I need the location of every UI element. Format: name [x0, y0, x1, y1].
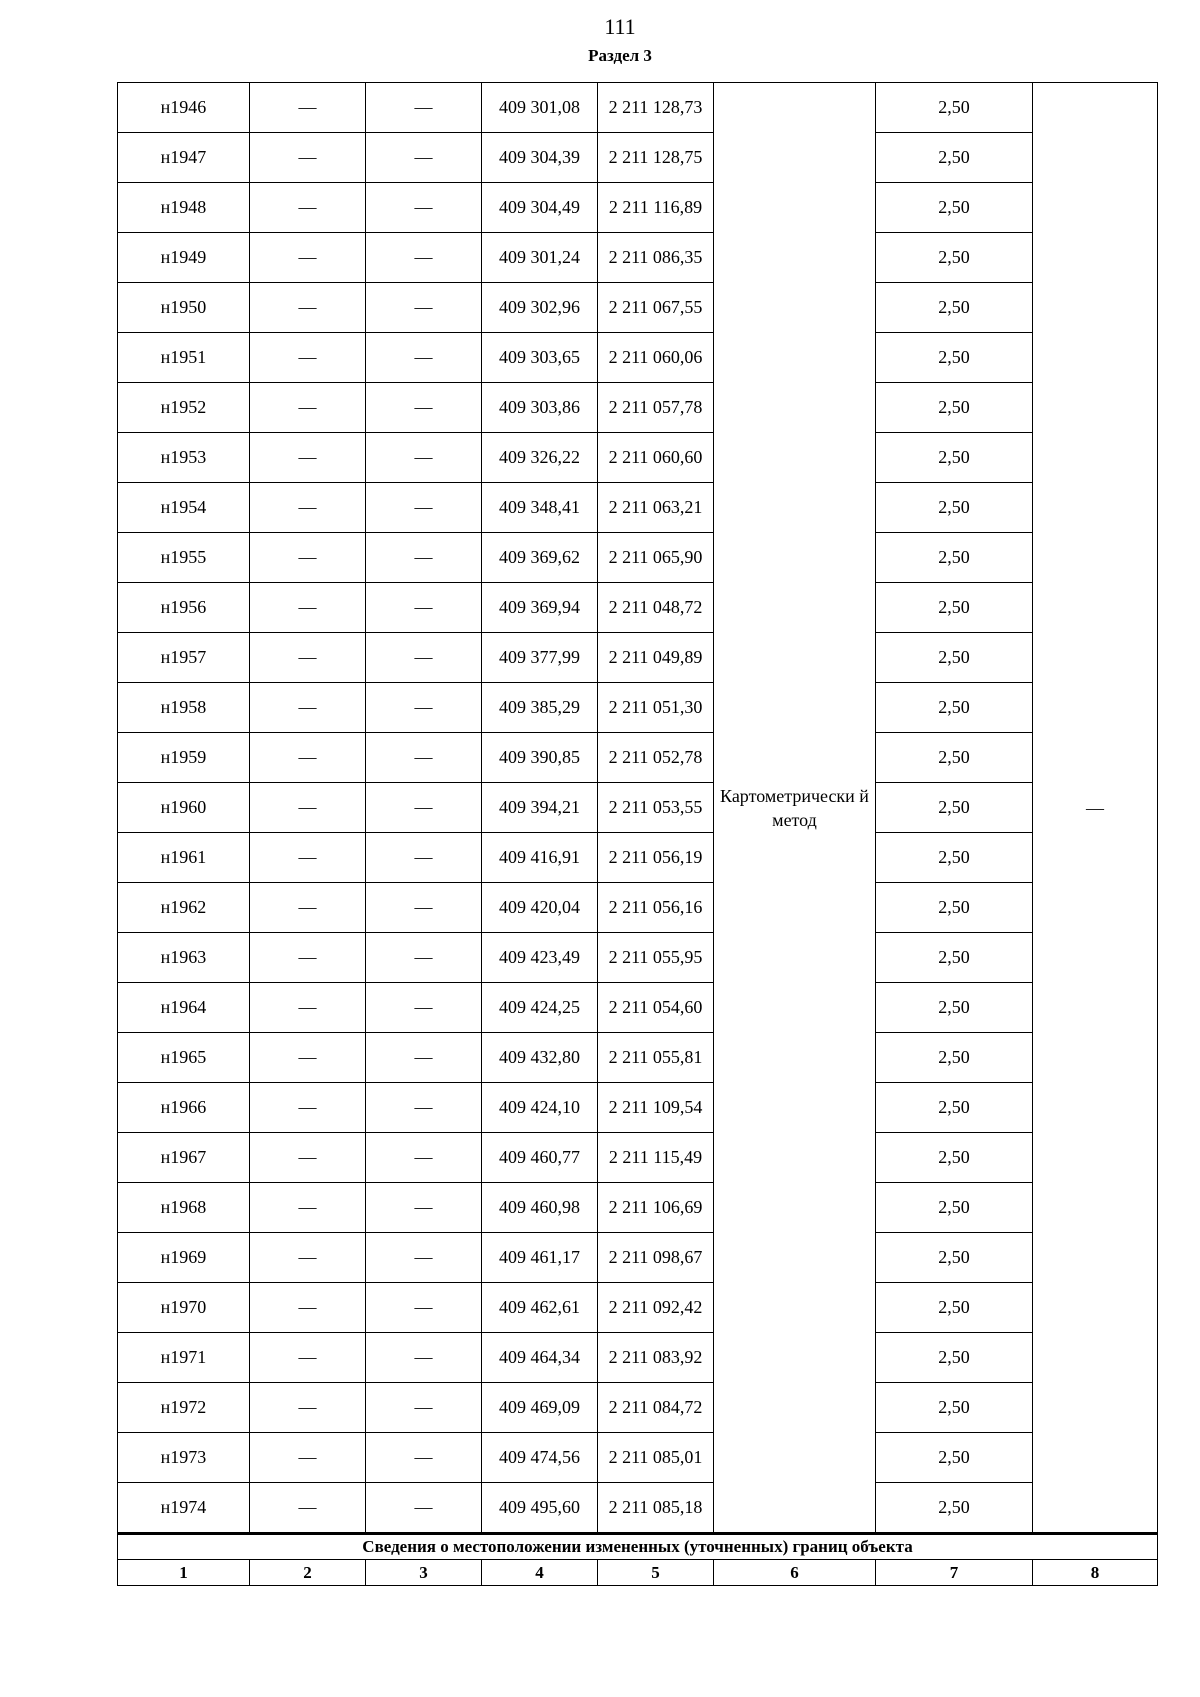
accuracy-cell: 2,50 — [876, 1183, 1033, 1233]
old-x-cell: — — [250, 1433, 366, 1483]
old-x-cell: — — [250, 833, 366, 883]
point-id-cell: н1951 — [118, 333, 250, 383]
x-coordinate-cell: 409 462,61 — [482, 1283, 598, 1333]
point-id-cell: н1958 — [118, 683, 250, 733]
old-x-cell: — — [250, 383, 366, 433]
table-row — [118, 1483, 1158, 1534]
point-id-cell: н1967 — [118, 1133, 250, 1183]
y-coordinate-cell: 2 211 128,75 — [598, 133, 714, 183]
table-row — [118, 933, 1158, 983]
y-coordinate-cell: 2 211 092,42 — [598, 1283, 714, 1333]
point-id-cell: н1961 — [118, 833, 250, 883]
page-number: 111 — [604, 14, 636, 39]
x-coordinate-cell: 409 394,21 — [482, 783, 598, 833]
table-row — [118, 1233, 1158, 1283]
point-id-cell: н1968 — [118, 1183, 250, 1233]
old-y-cell: — — [366, 1033, 482, 1083]
x-coordinate-cell: 409 460,77 — [482, 1133, 598, 1183]
table-row — [118, 983, 1158, 1033]
old-x-cell: — — [250, 1283, 366, 1333]
accuracy-cell: 2,50 — [876, 1033, 1033, 1083]
x-coordinate-cell: 409 301,24 — [482, 233, 598, 283]
accuracy-cell: 2,50 — [876, 433, 1033, 483]
x-coordinate-cell: 409 474,56 — [482, 1433, 598, 1483]
old-y-cell: — — [366, 1333, 482, 1383]
accuracy-cell: 2,50 — [876, 783, 1033, 833]
x-coordinate-cell: 409 301,08 — [482, 83, 598, 133]
y-coordinate-cell: 2 211 060,06 — [598, 333, 714, 383]
x-coordinate-cell: 409 369,94 — [482, 583, 598, 633]
x-coordinate-cell: 409 423,49 — [482, 933, 598, 983]
y-coordinate-cell: 2 211 085,18 — [598, 1483, 714, 1534]
accuracy-cell: 2,50 — [876, 1383, 1033, 1433]
old-x-cell: — — [250, 1033, 366, 1083]
accuracy-cell: 2,50 — [876, 633, 1033, 683]
table-row — [118, 283, 1158, 333]
x-coordinate-cell: 409 377,99 — [482, 633, 598, 683]
accuracy-cell: 2,50 — [876, 933, 1033, 983]
accuracy-cell: 2,50 — [876, 333, 1033, 383]
table-row — [118, 183, 1158, 233]
table-row — [118, 1283, 1158, 1333]
old-y-cell: — — [366, 733, 482, 783]
x-coordinate-cell: 409 326,22 — [482, 433, 598, 483]
column-number-cell: 3 — [366, 1560, 482, 1586]
table-row — [118, 383, 1158, 433]
point-id-cell: н1972 — [118, 1383, 250, 1433]
point-id-cell: н1946 — [118, 83, 250, 133]
point-id-cell: н1959 — [118, 733, 250, 783]
old-x-cell: — — [250, 183, 366, 233]
summary-row — [118, 1534, 1158, 1560]
column-number-cell: 8 — [1033, 1560, 1158, 1586]
table-row — [118, 1433, 1158, 1483]
table-row — [118, 583, 1158, 633]
point-id-cell: н1953 — [118, 433, 250, 483]
accuracy-cell: 2,50 — [876, 683, 1033, 733]
table-row — [118, 1333, 1158, 1383]
old-y-cell: — — [366, 383, 482, 433]
x-coordinate-cell: 409 461,17 — [482, 1233, 598, 1283]
x-coordinate-cell: 409 424,25 — [482, 983, 598, 1033]
column-number-cell: 7 — [876, 1560, 1033, 1586]
y-coordinate-cell: 2 211 067,55 — [598, 283, 714, 333]
x-coordinate-cell: 409 303,65 — [482, 333, 598, 383]
old-x-cell: — — [250, 1083, 366, 1133]
old-x-cell: — — [250, 683, 366, 733]
y-coordinate-cell: 2 211 054,60 — [598, 983, 714, 1033]
table-row — [118, 533, 1158, 583]
old-x-cell: — — [250, 1233, 366, 1283]
x-coordinate-cell: 409 495,60 — [482, 1483, 598, 1534]
y-coordinate-cell: 2 211 060,60 — [598, 433, 714, 483]
old-y-cell: — — [366, 1433, 482, 1483]
old-y-cell: — — [366, 333, 482, 383]
table-row — [118, 333, 1158, 383]
table-row — [118, 433, 1158, 483]
y-coordinate-cell: 2 211 098,67 — [598, 1233, 714, 1283]
y-coordinate-cell: 2 211 128,73 — [598, 83, 714, 133]
old-x-cell: — — [250, 133, 366, 183]
summary-heading: Сведения о местоположении измененных (уточненных) границ объекта — [118, 1534, 1158, 1560]
y-coordinate-cell: 2 211 055,95 — [598, 933, 714, 983]
y-coordinate-cell: 2 211 085,01 — [598, 1433, 714, 1483]
x-coordinate-cell: 409 304,49 — [482, 183, 598, 233]
old-y-cell: — — [366, 133, 482, 183]
accuracy-cell: 2,50 — [876, 1133, 1033, 1183]
point-id-cell: н1971 — [118, 1333, 250, 1383]
old-y-cell: — — [366, 1233, 482, 1283]
x-coordinate-cell: 409 464,34 — [482, 1333, 598, 1383]
old-x-cell: — — [250, 533, 366, 583]
y-coordinate-cell: 2 211 106,69 — [598, 1183, 714, 1233]
old-x-cell: — — [250, 1333, 366, 1383]
point-id-cell: н1956 — [118, 583, 250, 633]
point-id-cell: н1974 — [118, 1483, 250, 1534]
table-row — [118, 1033, 1158, 1083]
y-coordinate-cell: 2 211 063,21 — [598, 483, 714, 533]
column-number-cell: 2 — [250, 1560, 366, 1586]
old-y-cell: — — [366, 583, 482, 633]
table-row — [118, 1083, 1158, 1133]
accuracy-cell: 2,50 — [876, 983, 1033, 1033]
y-coordinate-cell: 2 211 056,16 — [598, 883, 714, 933]
old-x-cell: — — [250, 1133, 366, 1183]
old-x-cell: — — [250, 233, 366, 283]
point-id-cell: н1950 — [118, 283, 250, 333]
old-x-cell: — — [250, 483, 366, 533]
point-id-cell: н1965 — [118, 1033, 250, 1083]
accuracy-cell: 2,50 — [876, 883, 1033, 933]
y-coordinate-cell: 2 211 065,90 — [598, 533, 714, 583]
old-x-cell: — — [250, 333, 366, 383]
accuracy-cell: 2,50 — [876, 833, 1033, 883]
old-y-cell: — — [366, 933, 482, 983]
accuracy-cell: 2,50 — [876, 383, 1033, 433]
y-coordinate-cell: 2 211 109,54 — [598, 1083, 714, 1133]
old-x-cell: — — [250, 933, 366, 983]
x-coordinate-cell: 409 420,04 — [482, 883, 598, 933]
table-row — [118, 83, 1158, 133]
table-row — [118, 233, 1158, 283]
old-x-cell: — — [250, 983, 366, 1033]
old-y-cell: — — [366, 1133, 482, 1183]
y-coordinate-cell: 2 211 086,35 — [598, 233, 714, 283]
x-coordinate-cell: 409 390,85 — [482, 733, 598, 783]
old-y-cell: — — [366, 783, 482, 833]
accuracy-cell: 2,50 — [876, 233, 1033, 283]
accuracy-cell: 2,50 — [876, 1083, 1033, 1133]
x-coordinate-cell: 409 304,39 — [482, 133, 598, 183]
accuracy-cell: 2,50 — [876, 183, 1033, 233]
point-id-cell: н1947 — [118, 133, 250, 183]
table-row — [118, 1133, 1158, 1183]
accuracy-cell: 2,50 — [876, 83, 1033, 133]
accuracy-cell: 2,50 — [876, 583, 1033, 633]
x-coordinate-cell: 409 469,09 — [482, 1383, 598, 1433]
table-row — [118, 833, 1158, 883]
old-y-cell: — — [366, 633, 482, 683]
point-id-cell: н1973 — [118, 1433, 250, 1483]
old-y-cell: — — [366, 1283, 482, 1333]
old-y-cell: — — [366, 883, 482, 933]
y-coordinate-cell: 2 211 053,55 — [598, 783, 714, 833]
y-coordinate-cell: 2 211 048,72 — [598, 583, 714, 633]
table-row — [118, 783, 1158, 833]
table-row — [118, 483, 1158, 533]
column-numbers-row — [118, 1560, 1158, 1586]
old-y-cell: — — [366, 1383, 482, 1433]
accuracy-cell: 2,50 — [876, 533, 1033, 583]
point-id-cell: н1949 — [118, 233, 250, 283]
last-column-cell: — — [1033, 83, 1158, 1534]
column-number-cell: 6 — [714, 1560, 876, 1586]
point-id-cell: н1948 — [118, 183, 250, 233]
accuracy-cell: 2,50 — [876, 1233, 1033, 1283]
x-coordinate-cell: 409 348,41 — [482, 483, 598, 533]
old-y-cell: — — [366, 233, 482, 283]
y-coordinate-cell: 2 211 084,72 — [598, 1383, 714, 1433]
accuracy-cell: 2,50 — [876, 1483, 1033, 1534]
point-id-cell: н1955 — [118, 533, 250, 583]
coordinates-table — [117, 82, 1158, 1586]
old-x-cell: — — [250, 783, 366, 833]
table-row — [118, 1383, 1158, 1433]
old-y-cell: — — [366, 83, 482, 133]
y-coordinate-cell: 2 211 056,19 — [598, 833, 714, 883]
method-cell: Картометрически й метод — [714, 83, 876, 1534]
old-y-cell: — — [366, 533, 482, 583]
old-x-cell: — — [250, 433, 366, 483]
accuracy-cell: 2,50 — [876, 483, 1033, 533]
old-y-cell: — — [366, 1083, 482, 1133]
point-id-cell: н1964 — [118, 983, 250, 1033]
y-coordinate-cell: 2 211 116,89 — [598, 183, 714, 233]
section-title: Раздел 3 — [588, 46, 652, 65]
column-number-cell: 5 — [598, 1560, 714, 1586]
old-x-cell: — — [250, 1483, 366, 1534]
accuracy-cell: 2,50 — [876, 1283, 1033, 1333]
old-x-cell: — — [250, 883, 366, 933]
y-coordinate-cell: 2 211 051,30 — [598, 683, 714, 733]
point-id-cell: н1954 — [118, 483, 250, 533]
table-row — [118, 883, 1158, 933]
x-coordinate-cell: 409 385,29 — [482, 683, 598, 733]
old-x-cell: — — [250, 1183, 366, 1233]
old-y-cell: — — [366, 683, 482, 733]
old-y-cell: — — [366, 433, 482, 483]
accuracy-cell: 2,50 — [876, 283, 1033, 333]
old-x-cell: — — [250, 283, 366, 333]
y-coordinate-cell: 2 211 115,49 — [598, 1133, 714, 1183]
point-id-cell: н1960 — [118, 783, 250, 833]
old-y-cell: — — [366, 983, 482, 1033]
x-coordinate-cell: 409 424,10 — [482, 1083, 598, 1133]
y-coordinate-cell: 2 211 057,78 — [598, 383, 714, 433]
old-y-cell: — — [366, 183, 482, 233]
x-coordinate-cell: 409 432,80 — [482, 1033, 598, 1083]
x-coordinate-cell: 409 369,62 — [482, 533, 598, 583]
old-x-cell: — — [250, 583, 366, 633]
x-coordinate-cell: 409 303,86 — [482, 383, 598, 433]
accuracy-cell: 2,50 — [876, 1333, 1033, 1383]
old-x-cell: — — [250, 733, 366, 783]
point-id-cell: н1952 — [118, 383, 250, 433]
table-row — [118, 733, 1158, 783]
point-id-cell: н1969 — [118, 1233, 250, 1283]
old-y-cell: — — [366, 1483, 482, 1534]
y-coordinate-cell: 2 211 049,89 — [598, 633, 714, 683]
old-x-cell: — — [250, 1383, 366, 1433]
old-x-cell: — — [250, 83, 366, 133]
column-number-cell: 1 — [118, 1560, 250, 1586]
x-coordinate-cell: 409 302,96 — [482, 283, 598, 333]
table-row — [118, 133, 1158, 183]
point-id-cell: н1963 — [118, 933, 250, 983]
old-y-cell: — — [366, 1183, 482, 1233]
point-id-cell: н1962 — [118, 883, 250, 933]
table-row — [118, 633, 1158, 683]
point-id-cell: н1957 — [118, 633, 250, 683]
table-body — [118, 83, 1158, 1586]
table-row — [118, 683, 1158, 733]
column-number-cell: 4 — [482, 1560, 598, 1586]
y-coordinate-cell: 2 211 083,92 — [598, 1333, 714, 1383]
accuracy-cell: 2,50 — [876, 133, 1033, 183]
old-y-cell: — — [366, 283, 482, 333]
old-y-cell: — — [366, 833, 482, 883]
point-id-cell: н1970 — [118, 1283, 250, 1333]
y-coordinate-cell: 2 211 055,81 — [598, 1033, 714, 1083]
accuracy-cell: 2,50 — [876, 1433, 1033, 1483]
x-coordinate-cell: 409 460,98 — [482, 1183, 598, 1233]
x-coordinate-cell: 409 416,91 — [482, 833, 598, 883]
point-id-cell: н1966 — [118, 1083, 250, 1133]
table-row — [118, 1183, 1158, 1233]
old-y-cell: — — [366, 483, 482, 533]
accuracy-cell: 2,50 — [876, 733, 1033, 783]
y-coordinate-cell: 2 211 052,78 — [598, 733, 714, 783]
old-x-cell: — — [250, 633, 366, 683]
